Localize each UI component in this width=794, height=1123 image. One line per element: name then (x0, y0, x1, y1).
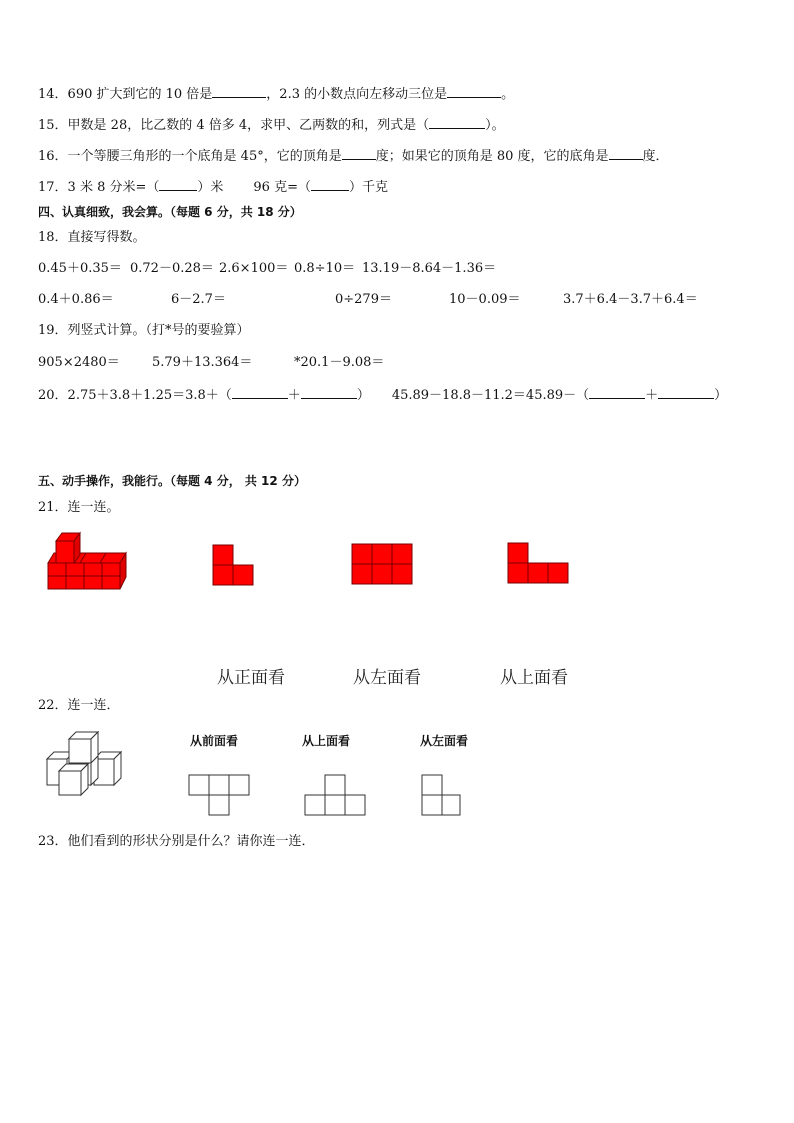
calc-item: 2.6×100＝ (219, 261, 289, 276)
close-paren: ） (356, 388, 370, 403)
question-22-title: 22．连一连． (38, 698, 120, 713)
answer-blank[interactable] (232, 385, 288, 399)
q17-text-a: 17．3 米 8 分米=（ (38, 180, 160, 195)
q16-text-a: 16．一个等腰三角形的一个底角是 45°，它的顶角是 (38, 149, 342, 164)
calc-item: 6－2.7＝ (171, 292, 226, 307)
question-23-title: 23．他们看到的形状分别是什么？请你连一连． (38, 834, 315, 849)
q15-text-a: 15．甲数是 28，比乙数的 4 倍多 4，求甲、乙两数的和，列式是（ (38, 118, 430, 133)
answer-blank[interactable] (212, 84, 266, 98)
question-20 (38, 385, 727, 405)
calc-item: 13.19－8.64－1.36＝ (362, 261, 497, 276)
view-label-front: 从前面看 (190, 734, 239, 748)
side-view-figure (420, 774, 464, 818)
view-label-front: 从正面看 (217, 668, 285, 688)
answer-blank[interactable] (311, 177, 349, 191)
calc-item: 10－0.09＝ (449, 292, 521, 307)
red-cube-solid-figure (44, 531, 128, 593)
l-shape-wide-view-figure (507, 542, 569, 585)
vertical-calc-item: *20.1－9.08＝ (294, 355, 385, 370)
view-label-left: 从左面看 (420, 734, 469, 748)
t-shape-view-figure (188, 774, 250, 818)
calc-item: 0.4＋0.86＝ (38, 292, 114, 307)
answer-blank[interactable] (589, 385, 645, 399)
answer-blank[interactable] (301, 385, 357, 399)
answer-blank[interactable] (429, 115, 485, 129)
answer-blank[interactable] (658, 385, 714, 399)
question-15 (38, 115, 505, 135)
question-19-title: 19．列竖式计算。（打*号的要验算） (38, 323, 250, 338)
q17-text-b: ）米 (197, 180, 224, 195)
q14-text-c: 。 (501, 87, 515, 102)
section-4-heading: 四、认真细致，我会算。（每题 6 分，共 18 分） (38, 205, 302, 219)
question-17 (38, 177, 388, 197)
question-21-title: 21．连一连。 (38, 500, 120, 515)
answer-blank[interactable] (342, 146, 376, 160)
calc-item: 0.72－0.28＝ (130, 261, 214, 276)
inverted-t-view-figure (303, 774, 367, 818)
view-label-top: 从上面看 (500, 668, 568, 688)
q14-text-a: 14．690 扩大到它的 10 倍是 (38, 87, 213, 102)
section-5-heading: 五、动手操作，我能行。（每题 4 分， 共 12 分） (38, 474, 306, 488)
q17-text-d: ）千克 (348, 180, 388, 195)
calc-item: 3.7＋6.4－3.7＋6.4＝ (563, 292, 698, 307)
vertical-calc-item: 5.79＋13.364＝ (152, 355, 253, 370)
plus-sign: ＋ (287, 388, 301, 403)
q17-text-c: 96 克=（ (253, 180, 311, 195)
plus-sign: ＋ (645, 388, 659, 403)
answer-blank[interactable] (609, 146, 643, 160)
question-16 (38, 146, 669, 166)
calc-item: 0÷279＝ (335, 292, 392, 307)
view-label-left: 从左面看 (353, 668, 421, 688)
question-18-title: 18．直接写得数。 (38, 230, 146, 245)
answer-blank[interactable] (159, 177, 197, 191)
cube-stack-line-figure (42, 729, 124, 799)
q15-text-b: ）。 (485, 118, 505, 133)
q20-text-b: 45.89－18.8－11.2＝45.89－（ (391, 388, 590, 403)
q20-text-a: 20．2.75＋3.8＋1.25＝3.8＋（ (38, 388, 232, 403)
close-paren: ） (714, 388, 728, 403)
q16-text-b: 度；如果它的顶角是 80 度，它的底角是 (375, 149, 609, 164)
rectangle-3x2-view-figure (351, 543, 413, 586)
view-label-top: 从上面看 (302, 734, 351, 748)
l-shape-view-figure (212, 544, 256, 586)
calc-item: 0.45＋0.35＝ (38, 261, 122, 276)
question-14 (38, 84, 514, 104)
answer-blank[interactable] (447, 84, 501, 98)
vertical-calc-item: 905×2480＝ (38, 355, 120, 370)
q14-text-b: ，2.3 的小数点向左移动三位是 (266, 87, 448, 102)
q16-text-c: 度． (642, 149, 669, 164)
calc-item: 0.8÷10＝ (294, 261, 356, 276)
